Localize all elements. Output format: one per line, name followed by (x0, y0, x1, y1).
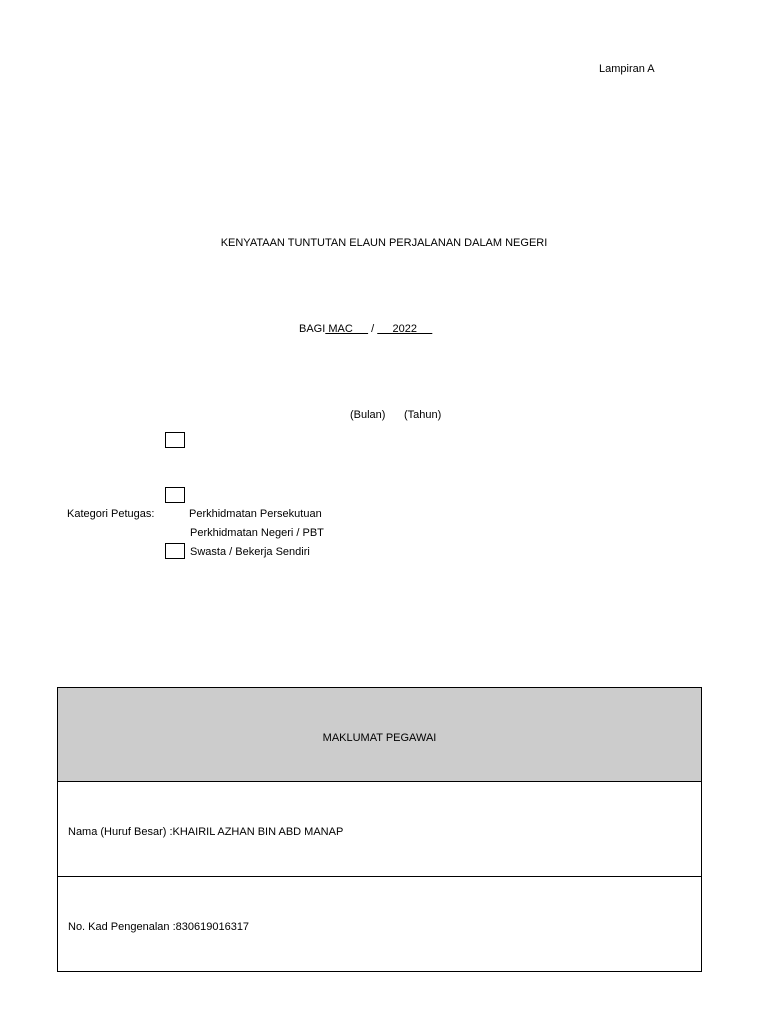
tahun-caption: (Tahun) (404, 409, 442, 421)
maklumat-pegawai-table (57, 687, 702, 972)
period-separator: / (368, 323, 378, 335)
checkbox-swasta[interactable] (165, 543, 185, 559)
table-row (58, 782, 701, 877)
bulan-caption: (Bulan) (350, 409, 386, 421)
nama-value[interactable]: KHAIRIL AZHAN BIN ABD MANAP (172, 826, 344, 838)
checkbox-perkhidmatan-negeri[interactable] (165, 487, 185, 503)
maklumat-heading: MAKLUMAT PEGAWAI (322, 732, 437, 744)
ic-value[interactable]: 830619016317 (175, 921, 250, 933)
form-title: KENYATAAN TUNTUTAN ELAUN PERJALANAN DALAM NEGERI (220, 237, 548, 249)
option-swasta: Swasta / Bekerja Sendiri (190, 546, 310, 558)
nama-field (68, 826, 343, 838)
period-line (299, 323, 432, 335)
tahun-value[interactable]: 2022 (377, 323, 433, 335)
bulan-value[interactable]: MAC (325, 323, 369, 335)
table-row (58, 877, 701, 972)
bagi-label: BAGI (299, 323, 326, 335)
nama-label: Nama (Huruf Besar) : (68, 826, 173, 838)
ic-label: No. Kad Pengenalan : (68, 921, 176, 933)
ic-field (68, 921, 249, 933)
option-perkhidmatan-negeri: Perkhidmatan Negeri / PBT (190, 527, 324, 539)
checkbox-perkhidmatan-persekutuan[interactable] (165, 432, 185, 448)
kategori-label: Kategori Petugas: (67, 508, 155, 520)
table-header-row (58, 688, 701, 782)
lampiran-label: Lampiran A (599, 63, 655, 75)
option-perkhidmatan-persekutuan: Perkhidmatan Persekutuan (189, 508, 322, 520)
